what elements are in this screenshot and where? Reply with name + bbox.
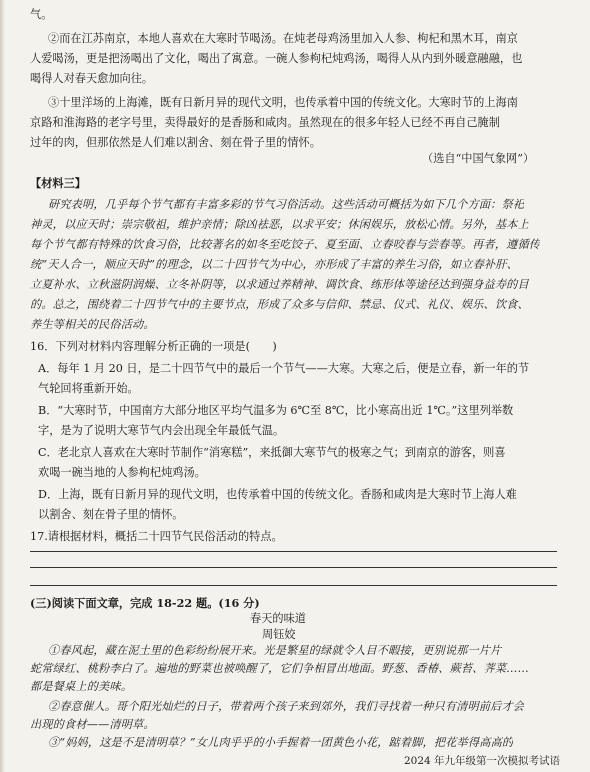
text-line: 人爱喝汤，更是把汤喝出了文化，喝出了寓意。一碗人参枸杞炖鸡汤，喝得人从内到外暖意融融，也 bbox=[30, 52, 523, 65]
answer-line bbox=[30, 585, 557, 586]
answer-line bbox=[30, 551, 557, 552]
page-footer: 2024 年九年级第一次模拟考试语 bbox=[404, 755, 561, 767]
option-c-cont: 欢喝一碗当地的人参枸杞炖鸡汤。 bbox=[38, 466, 206, 479]
text-line: 气。 bbox=[30, 8, 53, 21]
material-three-heading: 【材料三】 bbox=[30, 176, 86, 190]
option-d: D．上海，既有日新月异的现代文明，也传承着中国的传统文化。香肠和咸肉是大寒时节上海人难 bbox=[38, 488, 517, 501]
text-line: ②春意催人。哥个阳光灿烂的日子，带着两个孩子来到郊外，我们寻找着一种只有清明前后才会 bbox=[48, 700, 525, 713]
text-line: 喝得人对春天愈加向往。 bbox=[30, 72, 154, 85]
option-d-cont: 以割舍、刻在骨子里的情怀。 bbox=[38, 508, 184, 521]
text-line: 统“天人合一，顺应天时”的理念，以二十四节气为中心，亦形成了丰富的养生习俗，如立春补肝、 bbox=[30, 258, 518, 271]
option-c: C．老北京人喜欢在大寒时节制作“消寒糕”，来抵御大寒节气的极寒之气；到南京的游客，则喜 bbox=[38, 446, 506, 459]
article-title: 春天的味道 bbox=[250, 612, 306, 625]
question-17: 17.请根据材料，概括二十四节气民俗活动的特点。 bbox=[30, 530, 283, 543]
text-line: 每个节气都有特殊的饮食习俗，比较著名的如冬至吃饺子、夏至面、立春咬春与尝春等。再者，遵循传 bbox=[30, 238, 541, 251]
option-b: B．“大寒时节，中国南方大部分地区平均气温多为 6℃至 8℃，比小寒高出近 1℃。”这里列举数 bbox=[38, 404, 514, 417]
text-line: 神灵，以应天时；崇宗敬祖，维护亲情；除凶祛恶，以求平安；休闲娱乐，放松心情。另外，基本上 bbox=[30, 218, 529, 231]
text-line: 立夏补水、立秋滋阴润燥、立冬补阴等，以求通过养精神、调饮食、练形体等途径达到强身益寿的目 bbox=[30, 278, 529, 291]
page-shadow-edge bbox=[0, 0, 5, 772]
text-line: 研究表明，几乎每个节气都有丰富多彩的节气习俗活动。这些活动可概括为如下几个方面：祭祀 bbox=[48, 198, 525, 211]
article-author: 周钰姣 bbox=[262, 628, 296, 641]
text-line: 出现的食材——清明草。 bbox=[30, 718, 155, 731]
text-line: 的。总之，围绕着二十四节气中的主要节点，形成了众多与信仰、禁忌、仪式、礼仪、娱乐、饮食、 bbox=[30, 298, 529, 311]
text-line: 都是餐桌上的美味。 bbox=[30, 680, 133, 693]
text-line: ②而在江苏南京，本地人喜欢在大寒时节喝汤。在炖老母鸡汤里加入人参、枸杞和黑木耳，南京 bbox=[48, 32, 518, 45]
text-line: ③十里洋场的上海滩，既有日新月异的现代文明，也传承着中国的传统文化。大寒时节的上海南 bbox=[48, 96, 518, 109]
text-line: 京路和淮海路的老字号里，卖得最好的是香肠和咸肉。虽然现在的很多年轻人已经不再自己腌制 bbox=[30, 116, 500, 129]
text-line: 养生等相关的民俗活动。 bbox=[30, 318, 155, 331]
text-line: ①春风起，藏在泥土里的色彩纷纷展开来。光是繁星的绿就令人目不暇接，更别说那一片片 bbox=[48, 644, 502, 657]
option-b-cont: 字，是为了说明大寒节气内会出现全年最低气温。 bbox=[38, 424, 285, 437]
option-a: A．每年 1 月 20 日，是二十四节气中的最后一个节气——大寒。大寒之后，便是立春，新一年的节 bbox=[38, 362, 530, 375]
option-a-cont: 气轮回将重新开始。 bbox=[38, 382, 139, 395]
answer-line bbox=[30, 567, 557, 568]
section-three-heading: (三)阅读下面文章，完成 18-22 题。(16 分) bbox=[30, 596, 260, 610]
text-line: ③“妈妈，这是不是清明草？”女儿肉乎乎的小手握着一团黄色小花，踮着脚，把花举得高高的 bbox=[48, 736, 514, 749]
text-line: 蛇常绿红、桃粉李白了。遍地的野菜也被唤醒了，它们争相冒出地面。野葱、香椿、蕨苔、荠菜…… bbox=[30, 662, 529, 675]
question-16: 16．下列对材料内容理解分析正确的一项是( ) bbox=[30, 340, 277, 353]
source-citation: （选自“中国气象网”） bbox=[422, 152, 535, 165]
text-line: 过年的肉，但那依然是人们难以割舍、刻在骨子里的情怀。 bbox=[30, 136, 321, 149]
